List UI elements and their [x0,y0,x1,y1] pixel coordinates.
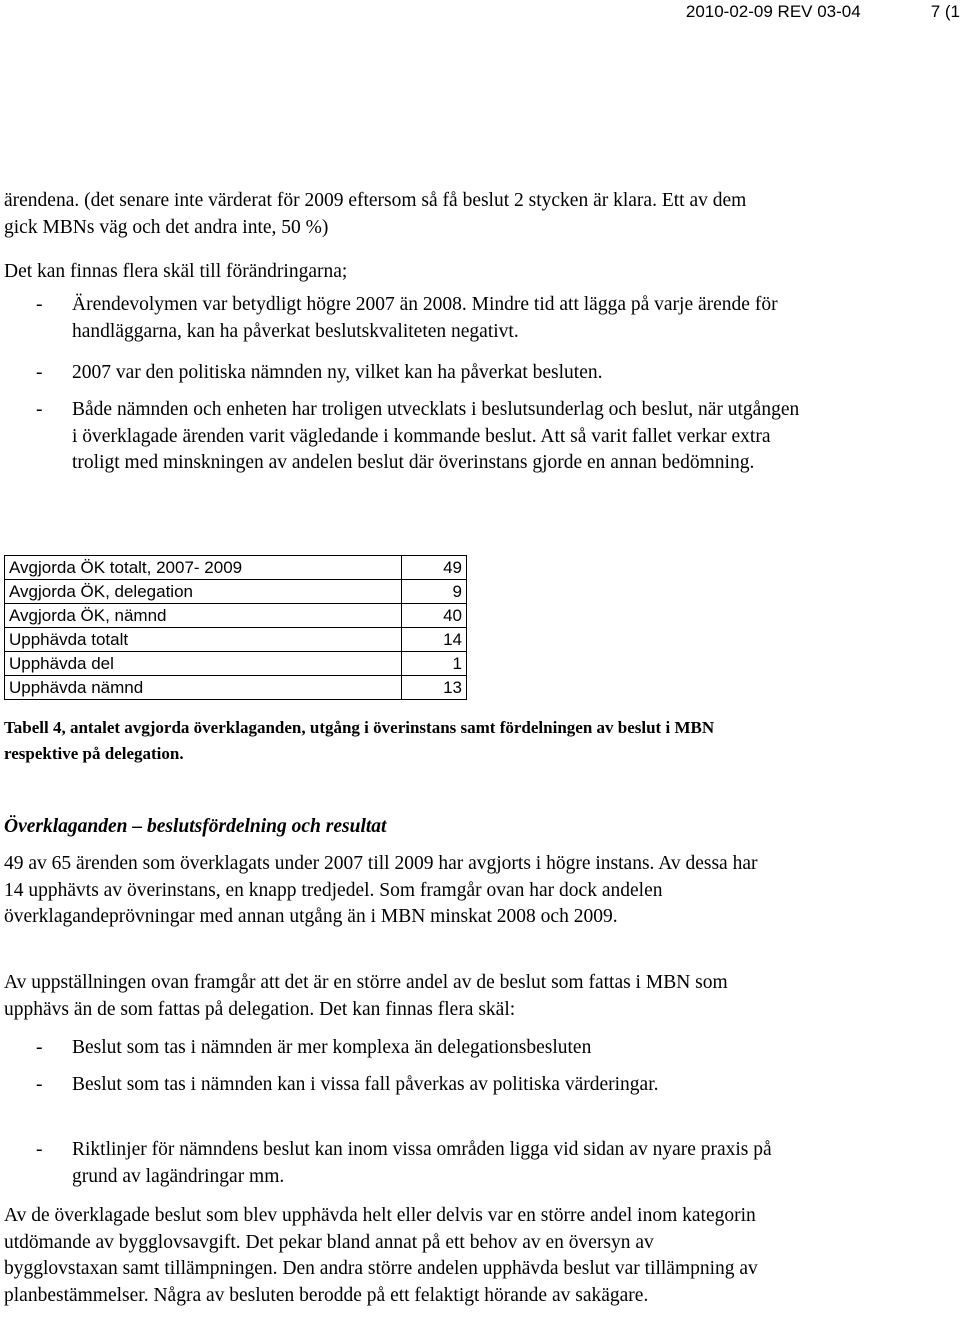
reason-item [36,397,802,477]
row-label: Upphävda nämnd [5,676,402,700]
table-row [5,628,467,652]
reason-text: 2007 var den politiska nämnden ny, vilket kan ha påverkat besluten. [72,362,603,383]
reason-text: Riktlinjer för nämndens beslut kan inom vissa områden ligga vid sidan av nyare praxis på grund av lagändringar mm. [72,1139,772,1187]
page-header [686,2,960,22]
intro-paragraph: ärendena. (det senare inte värderat för 2009 eftersom så få beslut 2 stycken är klara. Ett av dem gick MBNs väg och det andra inte, 50 %) [4,190,747,238]
row-label: Avgjorda ÖK totalt, 2007- 2009 [5,556,402,580]
row-label: Avgjorda ÖK, nämnd [5,604,402,628]
bullet-dash: - [36,1037,43,1058]
table-row [5,580,467,604]
row-value: 13 [402,676,467,700]
table-row [5,676,467,700]
row-value: 14 [402,628,467,652]
reason-text: Beslut som tas i nämnden är mer komplexa än delegationsbesluten [72,1037,592,1058]
reason-item [36,1072,802,1099]
table-caption: Tabell 4, antalet avgjorda överklaganden, utgång i överinstans samt fördelningen av beslut i MBN respektive på delegation. [4,718,715,763]
table-row [5,556,467,580]
table-row [5,604,467,628]
row-value: 9 [402,580,467,604]
appeals-table [4,555,467,700]
bullet-dash: - [36,294,43,315]
section-heading-text: Överklaganden – beslutsfördelning och resultat [4,816,387,837]
reason-text: Ärendevolymen var betydligt högre 2007 än 2008. Mindre tid att lägga på varje ärende för handläggarna, kan ha påverkat beslutskvaliteten negativt. [72,294,778,342]
row-label: Upphävda totalt [5,628,402,652]
revision-label: 2010-02-09 REV 03-04 [685,2,861,21]
page-number: 7 (1 [930,2,960,21]
reason-item [36,1137,802,1190]
reason-item [36,360,802,387]
row-label: Upphävda del [5,652,402,676]
bullet-dash: - [36,1139,43,1160]
reason-item [36,1035,802,1062]
row-label: Avgjorda ÖK, delegation [5,580,402,604]
row-value: 1 [402,652,467,676]
reason-text: Beslut som tas i nämnden kan i vissa fall påverkas av politiska värderingar. [72,1074,659,1095]
table-row [5,652,467,676]
row-value: 49 [402,556,467,580]
section-heading [4,814,386,841]
section-paragraph: Av de överklagade beslut som blev upphävda helt eller delvis var en större andel inom kategorin utdömande av bygglovsavgift. Det pekar bland annat på ett behov av en översyn av bygglovstaxan samt tillämpningen. Den andra större andelen upphävda beslut var tillämpning av planbestämmelser. Några av besluten berodde på ett felaktigt hörande av sakägare. [4,1205,758,1306]
section-paragraph: 49 av 65 ärenden som överklagats under 2007 till 2009 har avgjorts i högre instans. Av dessa har 14 upphävts av överinstans, en knapp tredjedel. Som framgår ovan har dock andelen överklagandeprövningar med annan utgång än i MBN minskat 2008 och 2009. [4,853,758,927]
bullet-dash: - [36,362,43,383]
reason-text: Både nämnden och enheten har troligen utvecklats i beslutsunderlag och beslut, när utgången i överklagade ärenden varit vägledande i kommande beslut. Att så varit fallet verkar extra troligt med minskningen av andelen beslut där överinstans gjorde en annan bedömning. [72,399,800,473]
bullet-dash: - [36,399,43,420]
reason-item [36,292,802,345]
section-paragraph: Av uppställningen ovan framgår att det är en större andel av de beslut som fattas i MBN som upphävs än de som fattas på delegation. Det kan finnas flera skäl: [4,972,728,1020]
reasons-intro: Det kan finnas flera skäl till förändringarna; [4,261,348,282]
row-value: 40 [402,604,467,628]
bullet-dash: - [36,1074,43,1095]
